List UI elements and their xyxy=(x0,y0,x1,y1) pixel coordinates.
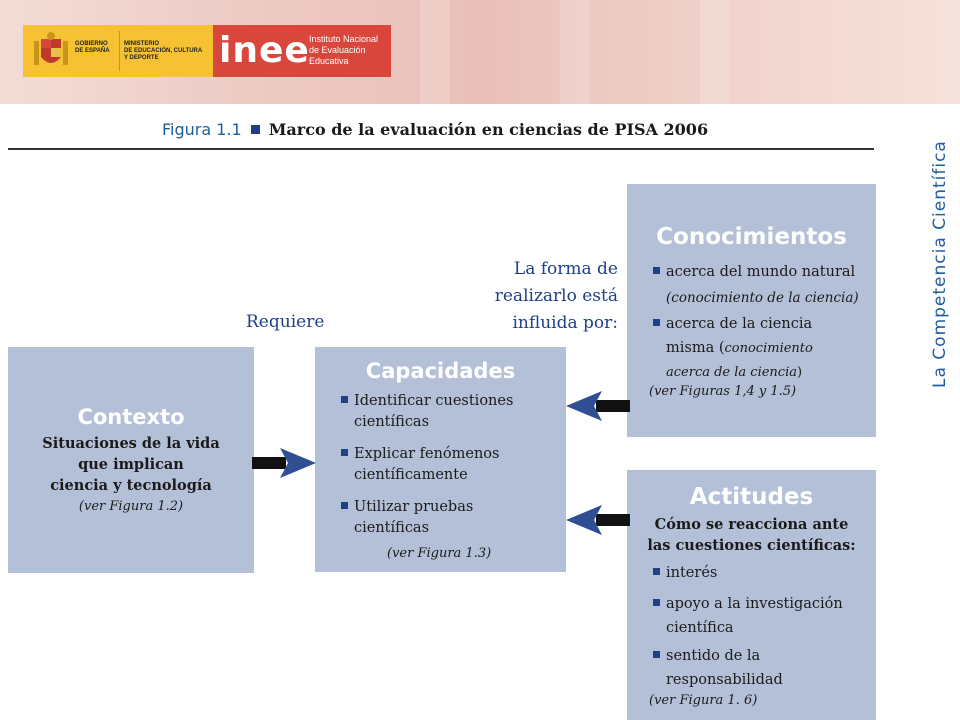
square-bullet-icon xyxy=(251,125,260,134)
actitudes-item: apoyo a la investigación científica xyxy=(653,592,843,640)
square-bullet-icon xyxy=(341,396,348,403)
logo-divider xyxy=(119,31,120,71)
square-bullet-icon xyxy=(653,651,660,658)
requiere-label: Requiere xyxy=(246,312,325,332)
actitudes-item: sentido de la responsabilidad xyxy=(653,644,783,692)
capacidades-item: Identificar cuestiones científicas xyxy=(341,391,513,433)
square-bullet-icon xyxy=(341,502,348,509)
capacidades-ref: (ver Figura 1.3) xyxy=(387,546,492,561)
figure-title xyxy=(162,120,708,140)
capacidades-title: Capacidades xyxy=(365,359,516,383)
square-bullet-icon xyxy=(653,568,660,575)
actitudes-ref: (ver Figura 1. 6) xyxy=(649,693,758,708)
actitudes-subtitle: Cómo se reacciona ante las cuestiones científicas: xyxy=(647,516,856,554)
title-rule xyxy=(8,148,874,150)
actitudes-title: Actitudes xyxy=(689,484,814,510)
square-bullet-icon xyxy=(341,449,348,456)
capacidades-item: Utilizar pruebas científicas xyxy=(341,497,473,539)
coat-of-arms-icon xyxy=(31,31,71,71)
contexto-box xyxy=(8,347,254,573)
side-title: La Competencia Científica xyxy=(930,140,950,388)
conocimientos-box xyxy=(627,184,876,437)
square-bullet-icon xyxy=(653,599,660,606)
square-bullet-icon xyxy=(653,267,660,274)
conocimientos-item: acerca de la ciencia misma (conocimiento acerca de la ciencia) xyxy=(653,312,813,385)
influence-label: La forma de realizarlo está influida por: xyxy=(494,259,618,333)
figure-title-text: Marco de la evaluación en ciencias de PISA 2006 xyxy=(268,120,709,139)
conocimientos-item: acerca del mundo natural (conocimiento de la ciencia) xyxy=(653,259,859,311)
conocimientos-title: Conocimientos xyxy=(656,224,847,250)
arrow-right-icon xyxy=(252,446,318,480)
inee-brand-text: Instituto Nacional de Evaluación Educativa xyxy=(309,34,379,66)
capacidades-box xyxy=(315,347,566,572)
figure-number: Figura 1.1 xyxy=(162,120,242,139)
gobierno-ministerio-logo xyxy=(23,25,213,77)
inee-logo xyxy=(213,25,391,77)
contexto-line: Situaciones de la vida xyxy=(42,435,220,452)
capacidades-item: Explicar fenómenos científicamente xyxy=(341,444,499,486)
ministerio-text: MINISTERIO DE EDUCACIÓN, CULTURA Y DEPORTE xyxy=(124,41,203,61)
actitudes-item: interés xyxy=(653,563,717,584)
contexto-line: que implican xyxy=(78,456,184,473)
inee-brand: inee xyxy=(219,30,310,71)
conocimientos-ref: (ver Figuras 1,4 y 1.5) xyxy=(649,384,797,399)
arrow-left-icon xyxy=(564,389,630,423)
gobierno-text: GOBIERNO DE ESPAÑA xyxy=(75,41,110,54)
contexto-title: Contexto xyxy=(77,405,185,429)
contexto-line: ciencia y tecnología xyxy=(50,477,212,494)
arrow-left-icon xyxy=(564,503,630,537)
actitudes-box xyxy=(627,470,876,720)
contexto-ref: (ver Figura 1.2) xyxy=(78,499,184,514)
square-bullet-icon xyxy=(653,319,660,326)
contexto-description xyxy=(8,433,254,517)
